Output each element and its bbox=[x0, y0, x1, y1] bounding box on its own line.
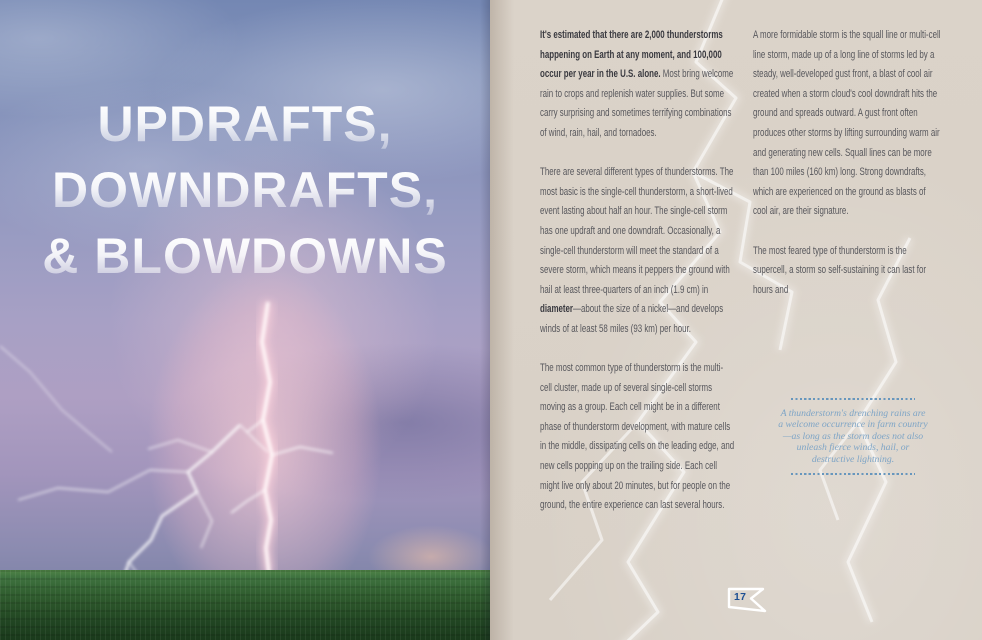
field-horizon bbox=[0, 570, 490, 640]
caption-divider-bottom bbox=[791, 473, 915, 475]
title-line-2: DOWNDRAFTS, bbox=[0, 157, 490, 223]
title-line-3: & BLOWDOWNS bbox=[0, 223, 490, 289]
caption-divider-top bbox=[791, 398, 915, 400]
photo-caption bbox=[778, 398, 928, 475]
paragraph-text: There are several different types of thunderstorms. The most basic is the single-cell thunderstorm, a short-lived event lasting about half an hour. The single-cell storm has one updraft and one downdraft. Occasionally, a single-cell thunderstorm will meet the standard of a severe storm, which means it peppers the ground with hail at least three-quarters of an inch (1.9 cm) in bbox=[540, 166, 734, 296]
right-page bbox=[490, 0, 982, 640]
main-lightning-bolt bbox=[231, 302, 333, 574]
branching-lightning-bolt bbox=[0, 346, 268, 586]
paragraph-text: —about the size of a nickel—and develops winds of at least 58 miles (93 km) per hour. bbox=[540, 303, 724, 335]
page-number: 17 bbox=[734, 591, 747, 603]
left-page-photo bbox=[0, 0, 490, 640]
page-number-flag bbox=[726, 586, 768, 616]
lead-bold-text: It's estimated that there are 2,000 thunderstorms happening on Earth at any moment, and 100,000 occur per year in the U.S. alone. bbox=[540, 29, 723, 81]
paragraph: A more formidable storm is the squall line or multi-cell line storm, made up of a long line of storms led by a steady, well-developed gust front, a blast of cool air created when a storm cloud's cool downdraft hits the ground and spreads outward. A gust front often produces other storms by lifting surrounding warm air and generating new cells. Squall lines can be more than 100 miles (160 km) long. Strong downdrafts, which are experienced on the ground as blasts of cool air, are their signature. bbox=[753, 29, 941, 218]
paragraph bbox=[540, 163, 734, 339]
title-line-1: UPDRAFTS, bbox=[0, 91, 490, 157]
caption-text: A thunderstorm's drenching rains are a welcome occurrence in farm country—as long as the storm does not also unleash fierce winds, hail, or destructive lightning. bbox=[778, 408, 928, 465]
text-column-1 bbox=[540, 26, 734, 535]
paragraph: The most feared type of thunderstorm is the supercell, a storm so self-sustaining it can last for hours and bbox=[753, 244, 926, 296]
paragraph: The most common type of thunderstorm is the multi-cell cluster, made up of several single-cell storms moving as a group. Each cell might be in a different phase of thunderstorm development, with mature cells in the middle, dissipating cells on the leading edge, and new cells popping up on the trailing side. Each cell might live only about 20 minutes, but for people on the ground, the entire experience can last several hours. bbox=[540, 362, 735, 512]
lead-rest-text: Most bring welcome rain to crops and replenish water supplies. But some carry surprising and sometimes terrifying combinations of wind, rain, hail, and tornadoes. bbox=[540, 68, 734, 139]
text-column-2 bbox=[753, 26, 941, 320]
chapter-title bbox=[0, 91, 490, 289]
bold-term: diameter bbox=[540, 303, 574, 316]
paragraph bbox=[540, 26, 734, 144]
flag-icon bbox=[726, 586, 768, 616]
